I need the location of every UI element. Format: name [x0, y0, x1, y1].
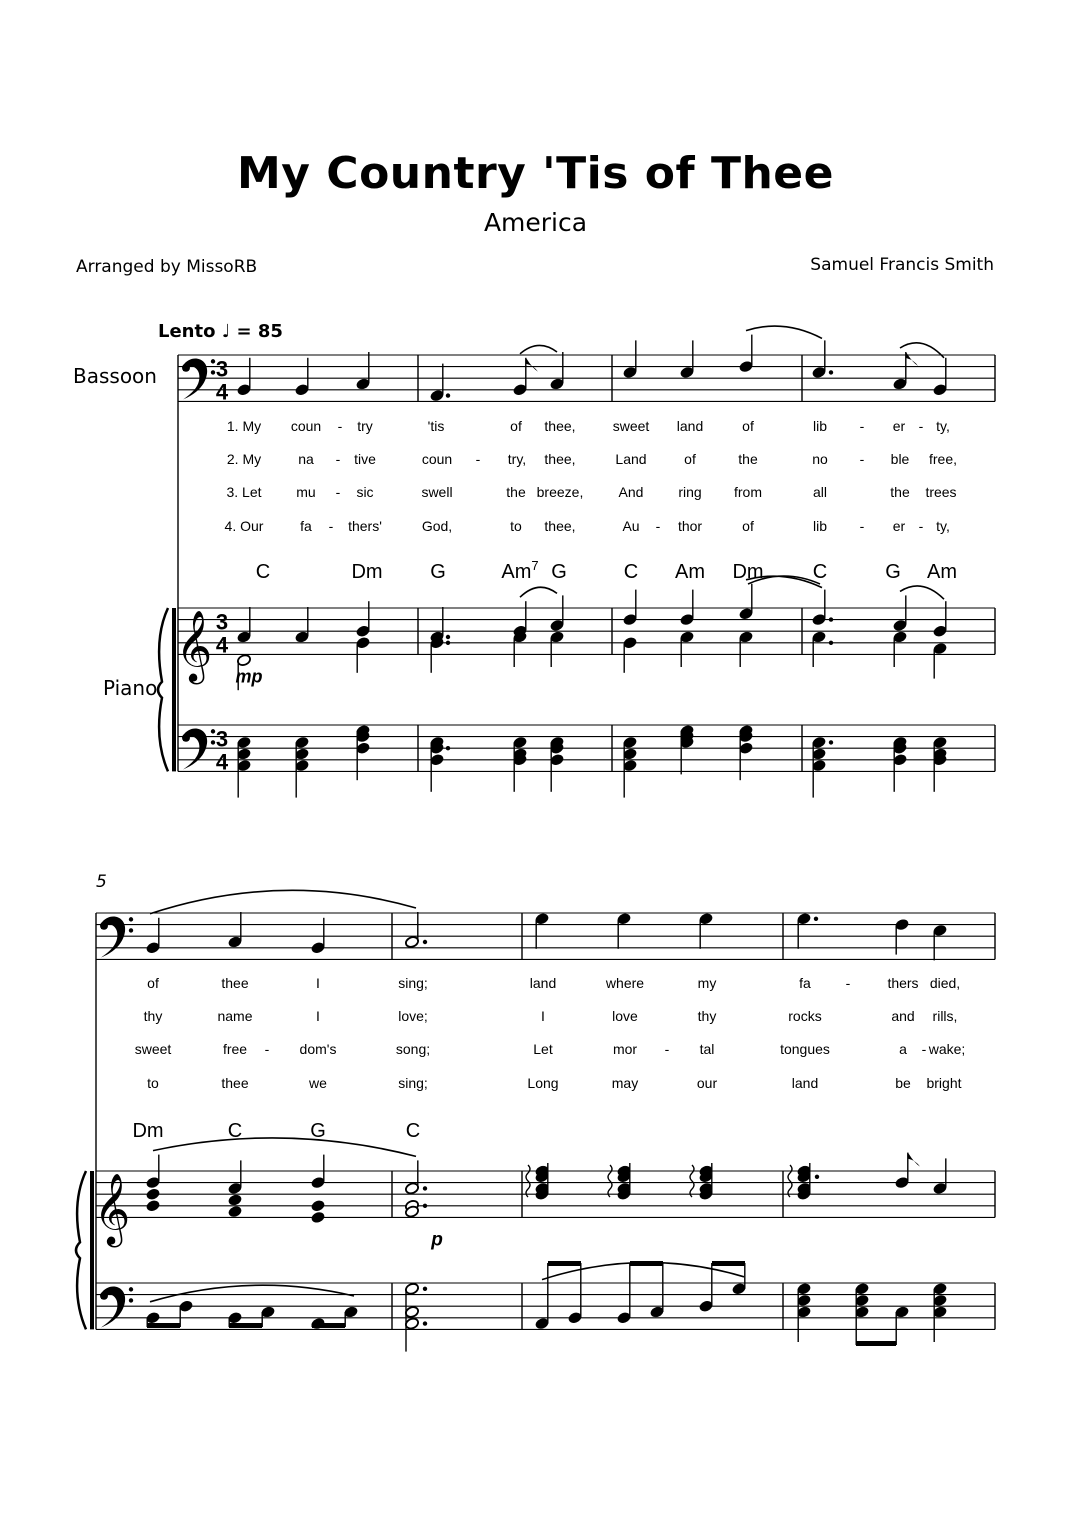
lyric-syllable: ty, — [936, 418, 950, 434]
lyric-syllable: coun — [290, 418, 322, 434]
lyric-syllable: - — [337, 418, 343, 434]
bass-clef-head — [100, 922, 108, 930]
bass-clef-head — [100, 1292, 108, 1300]
lyric-syllable: - — [335, 451, 341, 467]
augmentation-dot — [446, 641, 450, 645]
augmentation-dot — [829, 740, 833, 744]
piano-treble-note — [227, 1205, 242, 1218]
bass-clef-dot — [211, 729, 215, 733]
chord-symbol: Am$^7$ — [501, 558, 539, 583]
lyric-syllable: - — [918, 518, 924, 534]
piano-brace-icon — [158, 608, 168, 771]
lyric-syllable: thee — [221, 1075, 249, 1091]
bass-clef-head — [182, 734, 190, 742]
lyric-syllable: all — [812, 484, 828, 500]
lyric-syllable: and — [891, 1008, 915, 1024]
notes-layer — [100, 326, 948, 1352]
lyric-syllable: ring — [678, 484, 702, 500]
lyric-syllable: our — [696, 1075, 718, 1091]
chord-symbol: Dm — [132, 1120, 164, 1142]
slur — [520, 587, 557, 597]
bass-clef-head — [182, 364, 190, 372]
lyric-syllable: Long — [527, 1075, 559, 1091]
lyric-syllable: thy — [697, 1008, 717, 1024]
lyric-syllable: tive — [354, 451, 376, 467]
bass-clef-dot — [211, 740, 215, 744]
lyric-syllable: of — [510, 418, 522, 434]
lyric-syllable: wake; — [928, 1041, 966, 1057]
lyric-syllable: we — [309, 1075, 327, 1091]
lyric-syllable: - — [845, 975, 851, 991]
lyric-syllable: died, — [929, 975, 961, 991]
score-subtitle: America — [483, 208, 588, 237]
lyric-syllable: fa — [799, 975, 811, 991]
lyric-syllable: - — [328, 518, 334, 534]
lyric-syllable: thor — [677, 518, 703, 534]
lyric-syllable: to — [147, 1075, 159, 1091]
slur — [520, 345, 557, 353]
slur — [150, 890, 416, 913]
lyric-syllable: from — [734, 484, 762, 500]
arpeggio-icon — [788, 1165, 792, 1197]
piano-treble-note — [310, 1199, 325, 1212]
augmentation-dot — [446, 635, 450, 639]
score-title: My Country 'Tis of Thee — [237, 148, 834, 199]
chord-symbol: G — [885, 561, 901, 583]
chord-symbol: C — [812, 561, 828, 583]
lyric-syllable: - — [918, 418, 924, 434]
chord-symbol: C — [255, 561, 271, 583]
tempo-word: Lento — [158, 321, 216, 342]
lyric-syllable: no — [812, 451, 828, 467]
lyric-syllable: thers — [887, 975, 919, 991]
chord-symbol: C — [405, 1120, 421, 1142]
lyric-syllable: love — [612, 1008, 638, 1024]
chord-symbol: Dm — [351, 561, 383, 583]
lyric-syllable: free, — [928, 451, 958, 467]
lyric-syllable: - — [859, 451, 865, 467]
augmentation-dot — [423, 1287, 427, 1291]
lyric-syllable: 'tis — [427, 418, 445, 434]
dynamic-p: p — [431, 1229, 443, 1251]
augmentation-dot — [446, 746, 450, 750]
time-sig-numerator: 3 — [215, 726, 229, 752]
chord-symbol: Am — [927, 561, 957, 583]
lyric-syllable: ble — [890, 451, 910, 467]
augmentation-dot — [829, 641, 833, 645]
lyric-syllable: rocks — [788, 1008, 822, 1024]
text-layer — [94, 356, 966, 1250]
time-sig-numerator: 3 — [215, 609, 229, 635]
chord-symbol: Am — [675, 561, 705, 583]
lyric-syllable: ty, — [936, 518, 950, 534]
treble-clef-icon: 𝄞 — [93, 1174, 131, 1244]
tempo-bpm: = 85 — [236, 321, 283, 342]
lyric-syllable: mu — [296, 484, 316, 500]
lyric-syllable: I — [541, 1008, 545, 1024]
lyric-syllable: 1. My — [226, 418, 262, 434]
piano-treble-note — [227, 1193, 242, 1206]
piano-brace-icon-2 — [76, 1171, 86, 1329]
beam — [548, 1261, 581, 1266]
piano-bass-note — [404, 1282, 419, 1295]
lyric-syllable: a — [899, 1041, 907, 1057]
lyric-syllable: my — [697, 975, 717, 991]
piano-treble-note — [310, 1211, 325, 1224]
lyric-syllable: er — [892, 518, 906, 534]
chord-symbol: C — [623, 561, 639, 583]
lyric-syllable: lib — [812, 418, 828, 434]
composer-credit: Samuel Francis Smith — [810, 255, 994, 275]
lyric-syllable: er — [892, 418, 906, 434]
chord-symbol: G — [430, 561, 446, 583]
lyric-syllable: land — [529, 975, 557, 991]
piano-treble-note — [145, 1199, 160, 1212]
slur — [746, 326, 822, 338]
piano-treble-note — [145, 1188, 160, 1201]
time-sig-numerator: 3 — [215, 356, 229, 382]
lyric-syllable: 2. My — [226, 451, 262, 467]
bassoon-bass-clef-icon-2 — [100, 916, 133, 957]
chord-symbol: G — [551, 561, 567, 583]
beam — [147, 1323, 180, 1328]
augmentation-dot — [829, 617, 833, 621]
dynamic-mp: mp — [235, 666, 263, 687]
arpeggio-icon — [608, 1165, 612, 1197]
lyric-syllable: sweet — [612, 418, 650, 434]
lyric-syllable: God, — [421, 518, 453, 534]
lyric-syllable: of — [742, 418, 754, 434]
lyric-syllable: coun — [421, 451, 453, 467]
bass-clef-dot — [211, 370, 215, 374]
bass-clef-dot — [129, 928, 133, 932]
time-sig-denominator: 4 — [215, 749, 229, 775]
arpeggio-icon — [526, 1165, 530, 1197]
measure-number: 5 — [96, 872, 107, 892]
lyric-syllable: thy — [143, 1008, 163, 1024]
lyric-syllable: breeze, — [536, 484, 584, 500]
lyric-syllable: I — [316, 1008, 320, 1024]
augmentation-dot — [815, 1175, 819, 1179]
augmentation-dot — [829, 370, 833, 374]
lyric-syllable: be — [895, 1075, 911, 1091]
bass-clef-dot — [129, 917, 133, 921]
lyric-syllable: may — [611, 1075, 639, 1091]
treble-clef-icon: 𝄞 — [175, 611, 213, 681]
lyric-syllable: thee — [221, 975, 249, 991]
augmentation-dot — [423, 1204, 427, 1208]
lyric-syllable: - — [475, 451, 481, 467]
lyric-syllable: sing; — [398, 1075, 428, 1091]
bassoon-bass-clef-icon — [182, 358, 215, 399]
lyric-syllable: mor — [612, 1041, 638, 1057]
lyric-syllable: fa — [300, 518, 312, 534]
lyric-syllable: trees — [925, 484, 957, 500]
lyric-syllable: the — [890, 484, 910, 500]
lyric-syllable: where — [605, 975, 645, 991]
time-sig-denominator: 4 — [215, 632, 229, 658]
bass-clef-dot — [129, 1287, 133, 1291]
beam — [312, 1323, 345, 1328]
lyric-syllable: of — [742, 518, 754, 534]
piano-bass-clef-icon — [182, 728, 215, 769]
lyric-syllable: - — [335, 484, 341, 500]
augmentation-dot — [446, 393, 450, 397]
lyric-syllable: thee, — [544, 518, 576, 534]
beam — [856, 1341, 896, 1346]
chord-symbol: Dm — [732, 561, 764, 583]
lyric-syllable: Au — [622, 518, 640, 534]
chord-symbol: G — [310, 1120, 326, 1142]
bass-clef-dot — [129, 1298, 133, 1302]
lyric-syllable: sing; — [398, 975, 428, 991]
lyric-syllable: - — [921, 1041, 927, 1057]
arpeggio-icon — [690, 1165, 694, 1197]
lyric-syllable: 4. Our — [224, 518, 264, 534]
piano-bass-note — [404, 1305, 419, 1318]
chord-superscript: 7 — [531, 558, 539, 573]
lyric-syllable: tal — [699, 1041, 715, 1057]
piano-bass-clef-icon-2 — [100, 1286, 133, 1327]
slur — [900, 586, 944, 599]
flag — [526, 358, 538, 372]
lyric-syllable: swell — [421, 484, 453, 500]
lyric-syllable: na — [298, 451, 314, 467]
lyric-syllable: lib — [812, 518, 828, 534]
lyric-syllable: song; — [395, 1041, 431, 1057]
lyric-syllable: thee, — [544, 418, 576, 434]
lyric-syllable: the — [738, 451, 758, 467]
lyric-syllable: 3. Let — [226, 484, 262, 500]
lyric-syllable: Land — [615, 451, 647, 467]
lyric-syllable: dom's — [299, 1041, 337, 1057]
chord-symbol: C — [227, 1120, 243, 1142]
lyric-syllable: of — [684, 451, 696, 467]
staff-lines — [76, 355, 995, 1329]
flag — [906, 352, 918, 366]
lyric-syllable: sweet — [134, 1041, 172, 1057]
augmentation-dot — [423, 1186, 427, 1190]
slur — [153, 1138, 416, 1156]
time-sig-denominator: 4 — [215, 379, 229, 405]
piano-bass-note — [404, 1317, 419, 1330]
beam — [712, 1261, 745, 1266]
bass-clef-dot — [211, 359, 215, 363]
beam — [229, 1323, 262, 1328]
lyric-syllable: thers' — [348, 518, 382, 534]
augmentation-dot — [423, 1321, 427, 1325]
flag — [908, 1153, 920, 1167]
arranger-credit: Arranged by MissoRB — [76, 257, 258, 277]
lyric-syllable: land — [791, 1075, 819, 1091]
quarter-note-icon: ♩ — [221, 321, 231, 342]
instrument-label-piano: Piano — [103, 676, 158, 700]
lyric-syllable: try — [357, 418, 373, 434]
lyric-syllable: Let — [533, 1041, 553, 1057]
lyric-syllable: free — [222, 1041, 248, 1057]
lyric-syllable: love; — [398, 1008, 428, 1024]
lyric-syllable: I — [316, 975, 320, 991]
lyric-syllable: - — [859, 518, 865, 534]
lyric-syllable: - — [664, 1041, 670, 1057]
lyric-syllable: sic — [356, 484, 374, 500]
augmentation-dot — [814, 917, 818, 921]
instrument-label-bassoon: Bassoon — [73, 364, 157, 388]
lyric-syllable: the — [506, 484, 526, 500]
lyric-syllable: tongues — [780, 1041, 830, 1057]
lyric-syllable: - — [859, 418, 865, 434]
lyric-syllable: thee, — [544, 451, 576, 467]
lyric-syllable: rills, — [932, 1008, 958, 1024]
lyric-syllable: And — [618, 484, 644, 500]
lyric-syllable: - — [655, 518, 661, 534]
augmentation-dot — [423, 940, 427, 944]
lyric-syllable: land — [676, 418, 704, 434]
lyric-syllable: bright — [926, 1075, 962, 1091]
lyric-syllable: to — [510, 518, 522, 534]
lyric-syllable: of — [147, 975, 159, 991]
slur — [150, 1285, 354, 1302]
lyric-syllable: try, — [507, 451, 527, 467]
lyric-syllable: - — [264, 1041, 270, 1057]
lyric-syllable: name — [217, 1008, 253, 1024]
